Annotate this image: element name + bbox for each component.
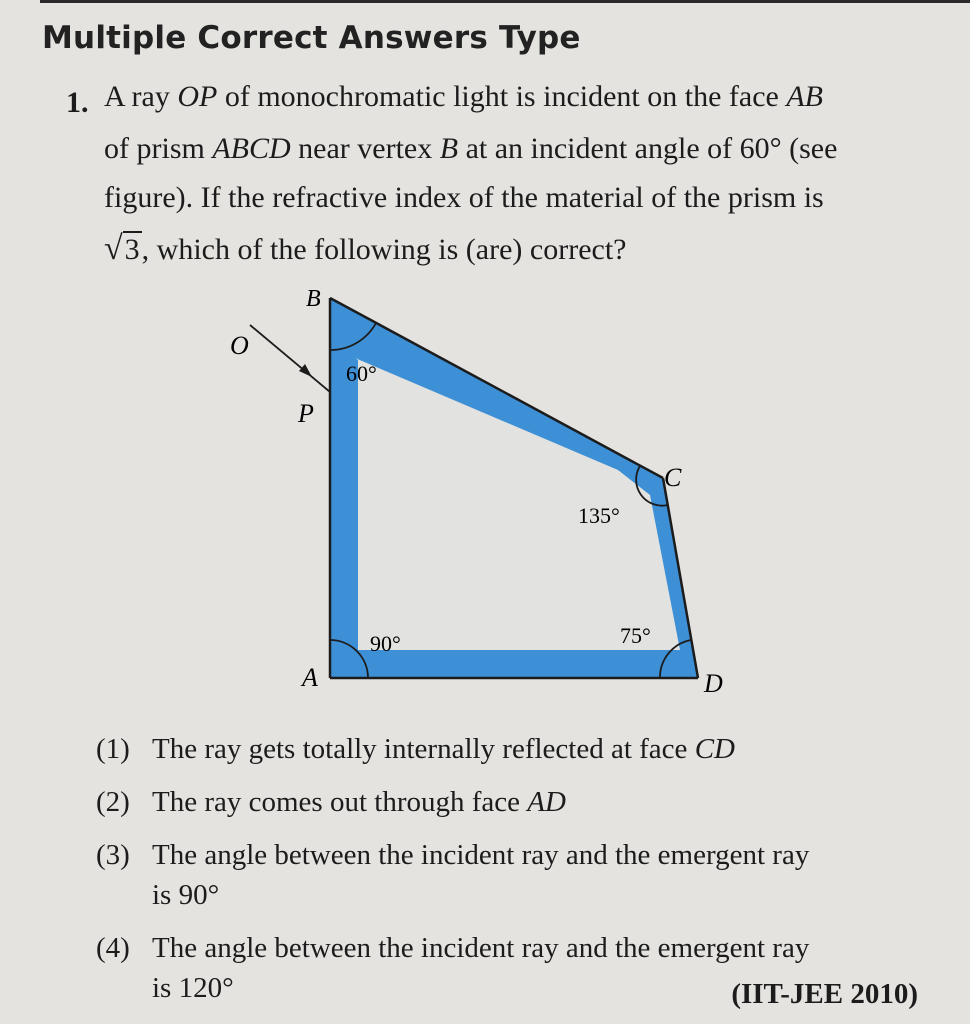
option-text: The angle between the incident ray and the emergent ray (152, 839, 810, 871)
option-number: (3) (96, 839, 130, 871)
face-label: AD (527, 786, 566, 818)
ray-OP (250, 325, 330, 392)
question-text: at an incident angle of 60° (see (458, 132, 838, 165)
vertex-D-label: D (704, 669, 723, 698)
option-number: (2) (96, 786, 130, 818)
section-title: Multiple Correct Answers Type (42, 20, 581, 56)
sqrt-symbol: √ (104, 230, 123, 267)
question-line-2 (104, 132, 837, 166)
option-text: The ray comes out through face (152, 786, 528, 818)
exam-source: (IIT-JEE 2010) (731, 978, 918, 1010)
face-label: AB (786, 80, 823, 113)
question-text: , which of the following is (are) correct? (141, 233, 627, 266)
question-line-3: figure). If the refractive index of the material of the prism is (104, 181, 824, 214)
sqrt-expression (104, 230, 142, 268)
incident-ray (250, 325, 330, 392)
option-number: (4) (96, 932, 130, 964)
question-text: near vertex (290, 132, 440, 165)
option-text: The angle between the incident ray and the emergent ray (152, 932, 810, 964)
ray-arrowhead (299, 364, 312, 377)
ray-label: OP (177, 80, 218, 113)
angle-D-label: 75° (620, 623, 651, 648)
question-text: of prism (104, 132, 213, 165)
question-line-1 (104, 80, 823, 114)
question-text: of monochromatic light is incident on the face (217, 80, 787, 113)
option-4 (96, 932, 809, 965)
vertex-label: B (439, 132, 459, 165)
angle-C-label: 135° (578, 503, 620, 528)
angle-B-label: 60° (346, 361, 377, 386)
option-2 (96, 786, 566, 819)
angle-A-label: 90° (370, 631, 401, 656)
sqrt-value: 3 (124, 233, 140, 266)
point-P-label: P (298, 399, 314, 428)
option-1 (96, 733, 735, 766)
vertex-B-label: B (306, 286, 321, 312)
question-number: 1. (66, 86, 89, 119)
option-3-continuation: is 90° (152, 879, 220, 911)
option-4-continuation: is 120° (152, 972, 234, 1004)
option-text: The ray gets totally internally reflected at face (152, 733, 695, 765)
point-O-label: O (230, 331, 249, 360)
vertex-C-label: C (664, 463, 682, 492)
option-3 (96, 839, 809, 872)
top-rule (40, 0, 970, 3)
question-line-4 (104, 230, 626, 268)
prism-figure (220, 280, 723, 710)
prism-label: ABCD (212, 132, 291, 165)
question-text: A ray (104, 80, 178, 113)
face-label: CD (694, 733, 735, 765)
option-number: (1) (96, 733, 130, 765)
vertex-A-label: A (302, 663, 318, 692)
